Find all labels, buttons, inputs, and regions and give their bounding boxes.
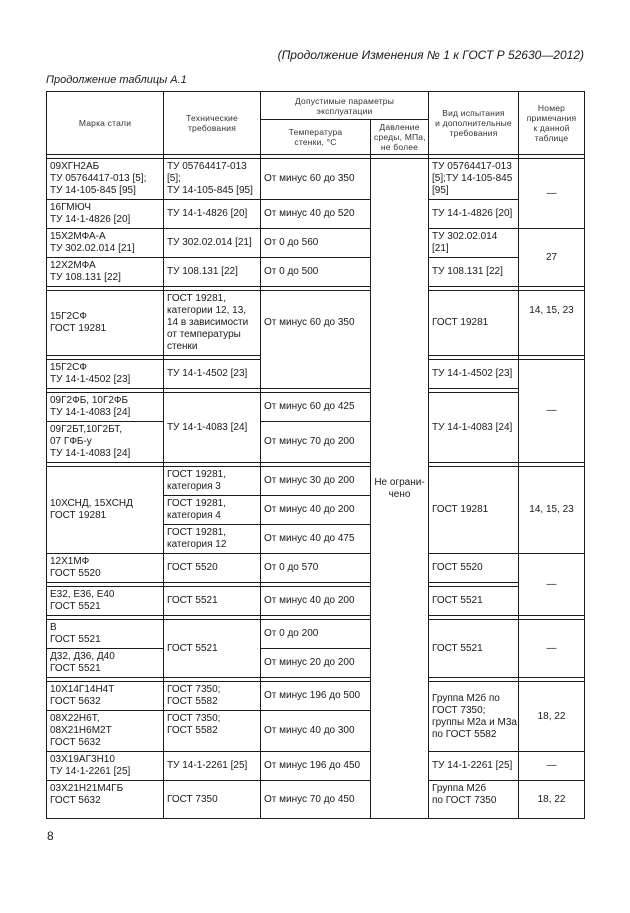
table-row	[47, 467, 585, 496]
col-header-note: Номер примечания к данной таблице	[519, 92, 585, 155]
tech-cell: ГОСТ 19281, категория 3	[164, 467, 261, 496]
col-header-test: Вид испытания и дополнительные требования	[429, 92, 519, 155]
grade-cell: Е32, Е36, Е40 ГОСТ 5521	[47, 587, 164, 616]
temp-cell: От минус 70 до 200	[261, 422, 371, 463]
table-header-row	[47, 92, 585, 120]
grade-cell: 12Х1МФ ГОСТ 5520	[47, 554, 164, 583]
note-cell: 27	[519, 229, 585, 287]
test-cell: ТУ 14-1-2261 [25]	[429, 752, 519, 781]
temp-cell: От минус 70 до 450	[261, 781, 371, 819]
test-cell: ТУ 108.131 [22]	[429, 258, 519, 287]
grade-cell: 10Х14Г14Н4Т ГОСТ 5632	[47, 682, 164, 711]
tech-cell: ГОСТ 5521	[164, 620, 261, 678]
note-cell: 18, 22	[519, 781, 585, 819]
grade-cell: 15Г2СФ ТУ 14-1-4502 [23]	[47, 360, 164, 389]
temp-cell: От минус 40 до 520	[261, 200, 371, 229]
table-row	[47, 587, 585, 616]
tech-cell: ГОСТ 5521	[164, 587, 261, 616]
temp-cell: От 0 до 500	[261, 258, 371, 287]
grade-cell: 09ХГН2АБ ТУ 05764417-013 [5]; ТУ 14-105-845 [95]	[47, 159, 164, 200]
table-row	[47, 554, 585, 583]
temp-cell: От минус 40 до 200	[261, 496, 371, 525]
col-header-grade: Марка стали	[47, 92, 164, 155]
grade-cell: 15Г2СФ ГОСТ 19281	[47, 291, 164, 356]
grade-cell: Д32, Д36, Д40 ГОСТ 5521	[47, 649, 164, 678]
col-header-pressure: Давление среды, МПа, не более	[371, 120, 429, 155]
tech-cell: ТУ 14-1-4826 [20]	[164, 200, 261, 229]
table-row	[47, 229, 585, 258]
test-cell: ГОСТ 19281	[429, 291, 519, 356]
table-row	[47, 682, 585, 711]
document-header: (Продолжение Изменения № 1 к ГОСТ Р 52630—2012)	[277, 48, 584, 62]
test-cell: ГОСТ 5520	[429, 554, 519, 583]
note-cell: 14, 15, 23	[519, 291, 585, 356]
temp-cell: От 0 до 570	[261, 554, 371, 583]
test-cell: Группа М2б по ГОСТ 7350; группы М2а и М3а по ГОСТ 5582	[429, 682, 519, 752]
test-cell: ТУ 14-1-4826 [20]	[429, 200, 519, 229]
note-cell: —	[519, 360, 585, 463]
tech-cell: ГОСТ 7350	[164, 781, 261, 819]
test-cell: ТУ 302.02.014 [21]	[429, 229, 519, 258]
temp-cell: От минус 20 до 200	[261, 649, 371, 678]
temp-cell: От минус 60 до 350	[261, 291, 371, 389]
temp-cell: От минус 196 до 500	[261, 682, 371, 711]
note-cell: —	[519, 752, 585, 781]
grade-cell: 08Х22Н6Т, 08Х21Н6М2Т ГОСТ 5632	[47, 711, 164, 752]
tech-cell: ГОСТ 7350; ГОСТ 5582	[164, 682, 261, 711]
table-row	[47, 781, 585, 819]
test-cell: ГОСТ 19281	[429, 467, 519, 554]
temp-cell: От минус 60 до 425	[261, 393, 371, 422]
temp-cell: От 0 до 560	[261, 229, 371, 258]
grade-cell: 03Х19АГ3Н10 ТУ 14-1-2261 [25]	[47, 752, 164, 781]
table-row	[47, 393, 585, 422]
note-cell: 14, 15, 23	[519, 467, 585, 554]
tech-cell: ТУ 14-1-2261 [25]	[164, 752, 261, 781]
table-row	[47, 752, 585, 781]
grade-cell: 09Г2ФБ, 10Г2ФБ ТУ 14-1-4083 [24]	[47, 393, 164, 422]
note-cell: 18, 22	[519, 682, 585, 752]
tech-cell: ГОСТ 19281, категории 12, 13, 14 в зависимости от температуры стенки	[164, 291, 261, 356]
grade-cell: 10ХСНД, 15ХСНД ГОСТ 19281	[47, 467, 164, 554]
grade-cell: 09Г2БТ,10Г2БТ, 07 ГФБ-у ТУ 14-1-4083 [24]	[47, 422, 164, 463]
temp-cell: От минус 40 до 300	[261, 711, 371, 752]
tech-cell: ТУ 05764417-013 [5]; ТУ 14-105-845 [95]	[164, 159, 261, 200]
tech-cell: ТУ 302.02.014 [21]	[164, 229, 261, 258]
table-row	[47, 159, 585, 200]
grade-cell: 03Х21Н21М4ГБ ГОСТ 5632	[47, 781, 164, 819]
page-number: 8	[47, 829, 54, 843]
col-header-temp: Температура стенки, °С	[261, 120, 371, 155]
temp-cell: От минус 30 до 200	[261, 467, 371, 496]
temp-cell: От 0 до 200	[261, 620, 371, 649]
test-cell: ТУ 14-1-4083 [24]	[429, 393, 519, 463]
grade-cell: 16ГМЮЧ ТУ 14-1-4826 [20]	[47, 200, 164, 229]
grade-cell: 15Х2МФА-А ТУ 302.02.014 [21]	[47, 229, 164, 258]
table-row	[47, 258, 585, 287]
tech-cell: ГОСТ 5520	[164, 554, 261, 583]
test-cell: ГОСТ 5521	[429, 587, 519, 616]
pressure-cell: Не ограни- чено	[371, 159, 429, 819]
tech-cell: ТУ 14-1-4502 [23]	[164, 360, 261, 389]
grade-cell: 12Х2МФА ТУ 108.131 [22]	[47, 258, 164, 287]
temp-cell: От минус 60 до 350	[261, 159, 371, 200]
steel-grades-table	[46, 91, 585, 819]
table-row	[47, 291, 585, 356]
col-header-tech: Технические требования	[164, 92, 261, 155]
note-cell: —	[519, 620, 585, 678]
tech-cell: ТУ 108.131 [22]	[164, 258, 261, 287]
col-header-params: Допустимые параметры эксплуатации	[261, 92, 429, 120]
test-cell: ТУ 14-1-4502 [23]	[429, 360, 519, 389]
test-cell: Группа М2б по ГОСТ 7350	[429, 781, 519, 819]
temp-cell: От минус 40 до 200	[261, 587, 371, 616]
grade-cell: В ГОСТ 5521	[47, 620, 164, 649]
tech-cell: ГОСТ 19281, категория 12	[164, 525, 261, 554]
table-caption: Продолжение таблицы А.1	[46, 74, 187, 86]
tech-cell: ГОСТ 19281, категория 4	[164, 496, 261, 525]
tech-cell: ТУ 14-1-4083 [24]	[164, 393, 261, 463]
note-cell: —	[519, 554, 585, 616]
table-row	[47, 620, 585, 649]
note-cell: —	[519, 159, 585, 229]
test-cell: ГОСТ 5521	[429, 620, 519, 678]
temp-cell: От минус 40 до 475	[261, 525, 371, 554]
tech-cell: ГОСТ 7350; ГОСТ 5582	[164, 711, 261, 752]
test-cell: ТУ 05764417-013 [5];ТУ 14-105-845 [95]	[429, 159, 519, 200]
temp-cell: От минус 196 до 450	[261, 752, 371, 781]
table-row	[47, 200, 585, 229]
